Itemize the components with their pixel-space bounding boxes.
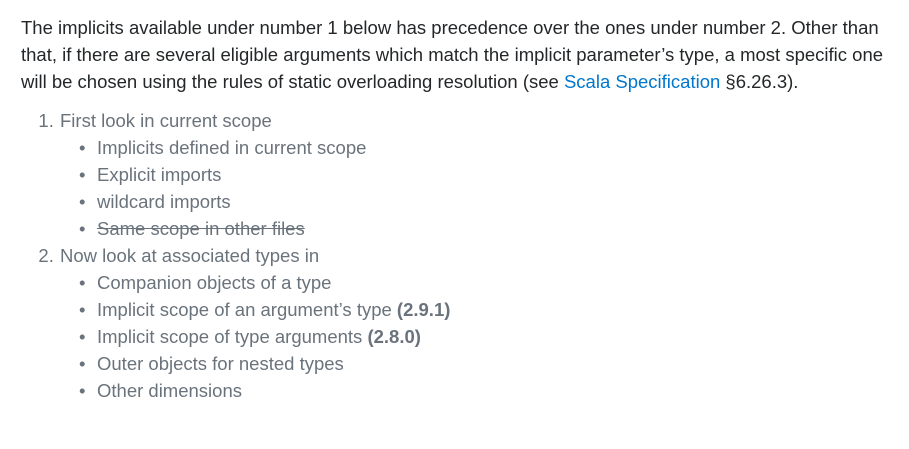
sub-item-text: Implicits defined in current scope <box>97 137 367 158</box>
bullet-icon: • <box>79 164 86 185</box>
list-item <box>79 269 891 296</box>
list-item <box>59 107 891 242</box>
sub-list <box>60 134 891 242</box>
sub-list <box>60 269 891 404</box>
scala-specification-link[interactable]: Scala Specification <box>563 71 721 92</box>
list-item <box>79 296 891 323</box>
sub-item-text: Outer objects for nested types <box>97 353 344 374</box>
list-item <box>79 134 891 161</box>
bullet-icon: • <box>79 218 86 239</box>
version-tag: (2.8.0) <box>367 326 421 347</box>
list-item-label: Now look at associated types in <box>60 245 320 266</box>
bullet-icon: • <box>79 137 86 158</box>
version-tag: (2.9.1) <box>396 299 451 320</box>
list-item-label: First look in current scope <box>60 110 272 131</box>
sub-item-text: Companion objects of a type <box>97 272 332 293</box>
intro-paragraph <box>21 14 891 95</box>
answer-body <box>21 14 891 404</box>
list-item <box>59 242 891 404</box>
bullet-icon: • <box>79 191 86 212</box>
list-item <box>79 377 891 404</box>
sub-item-text: Explicit imports <box>97 164 222 185</box>
list-item <box>79 215 891 242</box>
sub-item-text: Implicit scope of type arguments <box>97 326 368 347</box>
bullet-icon: • <box>79 326 86 347</box>
list-item <box>79 323 891 350</box>
bullet-icon: • <box>79 272 86 293</box>
bullet-icon: • <box>79 299 86 320</box>
bullet-icon: • <box>79 380 86 401</box>
intro-text-end: §6.26.3). <box>720 71 799 92</box>
sub-item-text-strikethrough: Same scope in other files <box>97 218 305 239</box>
scope-precedence-list <box>21 107 891 404</box>
list-item <box>79 161 891 188</box>
list-item <box>79 188 891 215</box>
bullet-icon: • <box>79 353 86 374</box>
list-item <box>79 350 891 377</box>
sub-item-text: Other dimensions <box>97 380 242 401</box>
sub-item-text: Implicit scope of an argument’s type <box>97 299 397 320</box>
intro-text: The implicits available under number 1 below has precedence over the ones under number 2. Other than that, if there are several eligible arguments which match the implicit parameter’s type, a most specific one will be chosen using the rules of static overloading resolution (see <box>21 17 884 92</box>
sub-item-text: wildcard imports <box>97 191 231 212</box>
